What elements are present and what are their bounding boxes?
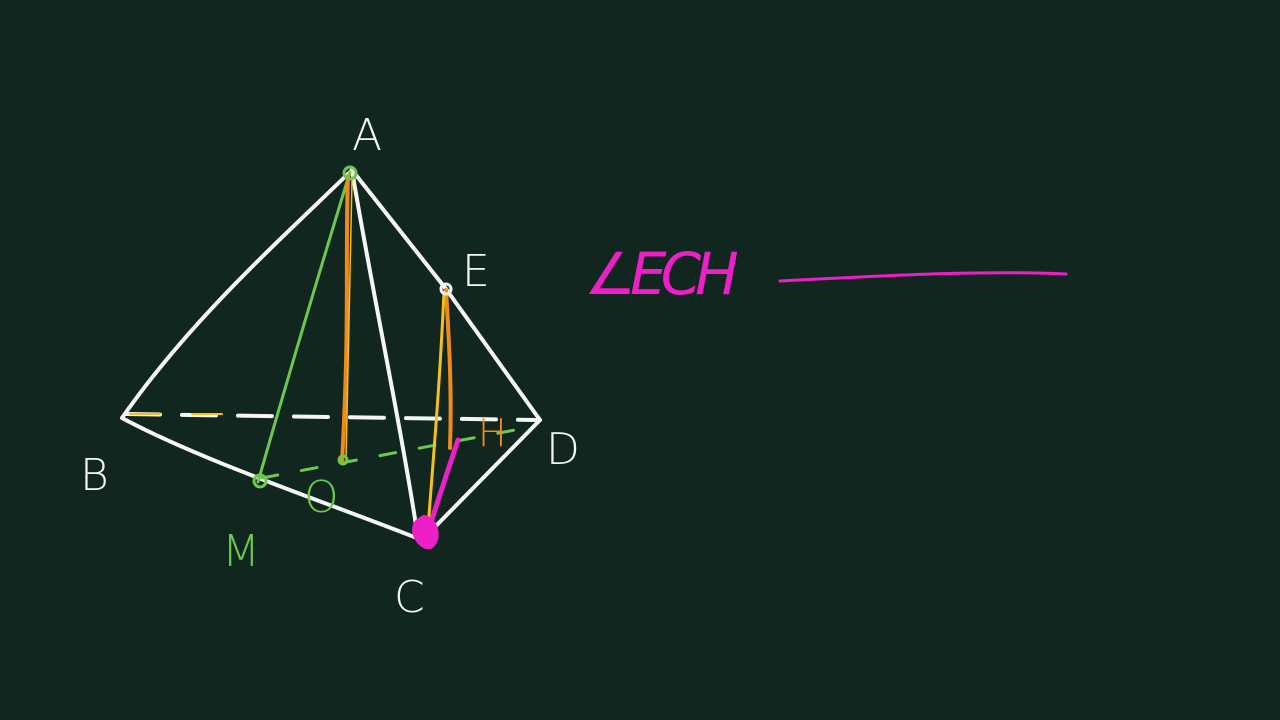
edge-AC bbox=[352, 170, 418, 538]
angle-expression-underline bbox=[780, 273, 1066, 281]
angle-marker-C bbox=[415, 518, 436, 546]
edge-BD-hidden bbox=[126, 414, 536, 420]
vertex-label-B: B bbox=[80, 450, 109, 501]
vertex-label-E: E bbox=[462, 246, 490, 297]
vertex-label-M: M bbox=[222, 526, 260, 577]
vertex-label-C: C bbox=[394, 572, 425, 623]
edge-AE bbox=[352, 170, 446, 289]
angle-expression: ∠ECH bbox=[584, 240, 733, 308]
segment-EH bbox=[446, 290, 451, 448]
vertex-label-H: H bbox=[478, 411, 507, 455]
vertex-label-D: D bbox=[546, 424, 580, 475]
edge-AB bbox=[122, 170, 352, 418]
vertex-label-O: O bbox=[304, 472, 339, 523]
vertex-label-A: A bbox=[352, 110, 383, 161]
edge-ED bbox=[446, 289, 540, 420]
